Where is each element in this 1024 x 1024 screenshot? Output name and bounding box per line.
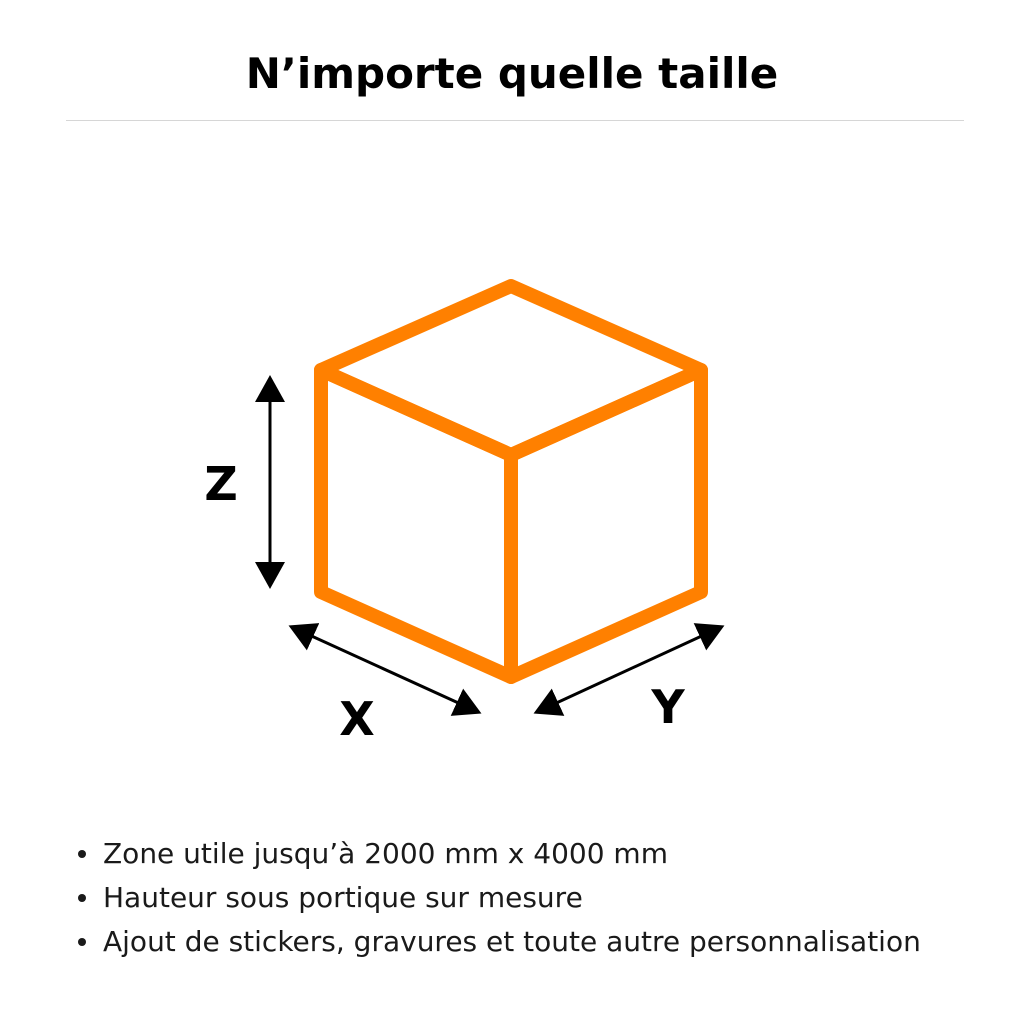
z-axis-label: Z xyxy=(204,457,238,511)
cube-right-face xyxy=(511,370,701,677)
y-dimension-arrow xyxy=(539,628,719,711)
feature-item-usable-area xyxy=(76,832,921,876)
cube-icon xyxy=(321,286,701,677)
feature-item-gantry-height xyxy=(76,876,921,920)
feature-text: Ajout de stickers, gravures et toute autre personnalisation xyxy=(103,925,921,958)
cube-top-face xyxy=(321,286,701,455)
bullet-icon xyxy=(78,894,86,902)
page-title: N’importe quelle taille xyxy=(245,49,779,98)
y-axis-label: Y xyxy=(651,680,685,734)
feature-text: Zone utile jusqu’à 2000 mm x 4000 mm xyxy=(103,837,668,870)
x-dimension-arrow xyxy=(294,628,476,711)
feature-text: Hauteur sous portique sur mesure xyxy=(103,881,583,914)
feature-item-customization xyxy=(76,920,921,964)
bullet-icon xyxy=(78,938,86,946)
x-axis-label: X xyxy=(339,692,375,746)
feature-list xyxy=(76,832,921,964)
bullet-icon xyxy=(78,850,86,858)
cube-left-face xyxy=(321,370,511,677)
